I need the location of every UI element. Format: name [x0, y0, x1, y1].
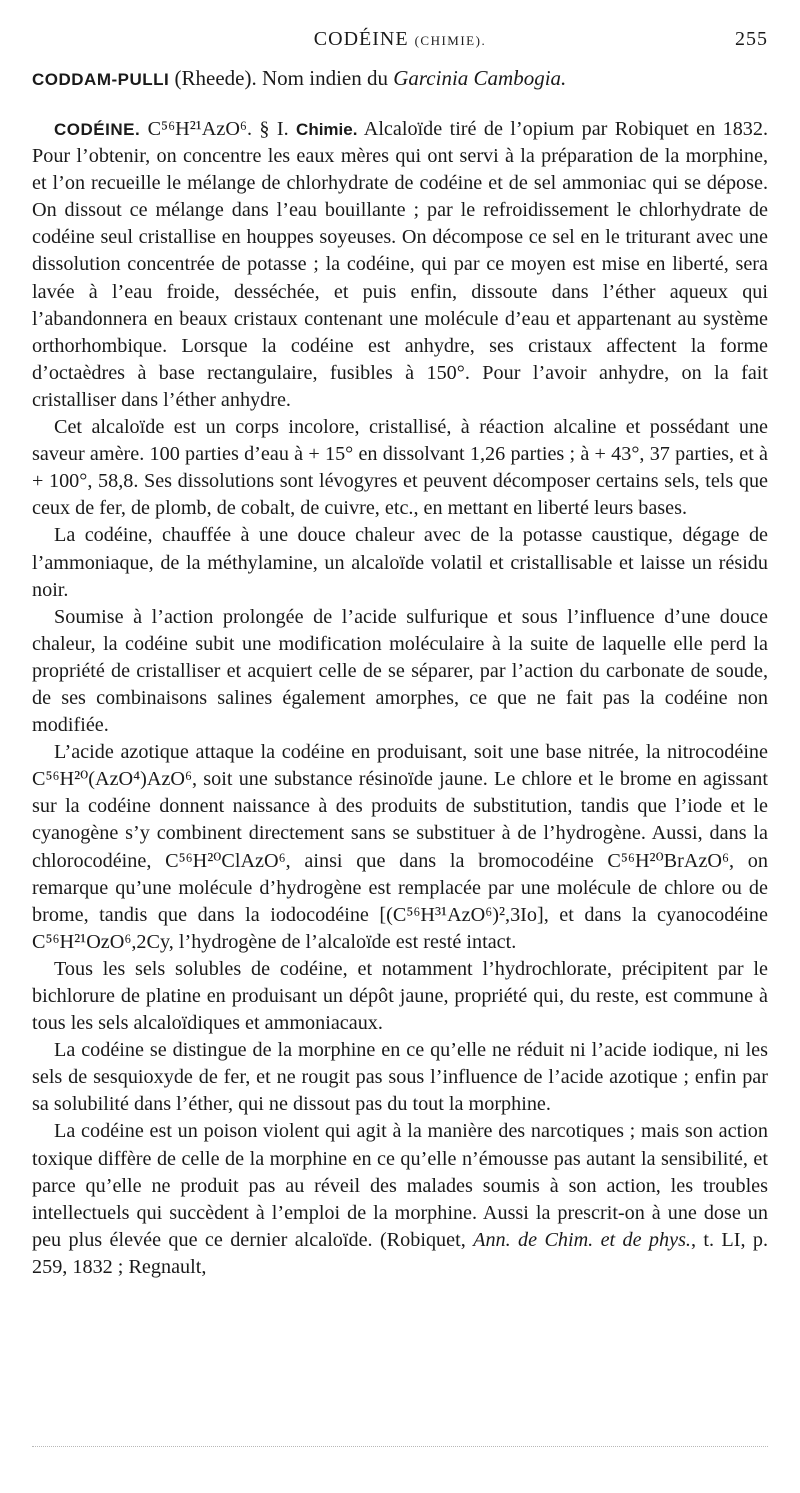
entry-species: Garcinia Cambogia.: [393, 66, 567, 90]
entry-coddam-pulli: [32, 64, 768, 94]
paragraph: Cet alcaloïde est un corps incolore, cristallisé, à réaction alcaline et possédant une saveur amère. 100 parties d’eau à + 15° en dissolvant 1,26 parties ; à + 43°, 37 parties, et à + 100°, 58,8. Ses dissolutions sont lévogyres et peuvent décomposer certains sels, tels que ceux de fer, de plomb, de cobalt, de cuivre, etc., en mettant en liberté leurs bases.: [32, 416, 768, 520]
headword-codeine: CODÉINE.: [54, 120, 141, 139]
running-title-subject: (CHIMIE).: [414, 33, 487, 48]
paragraph: L’acide azotique attaque la codéine en produisant, soit une base nitrée, la nitrocodéine C⁵⁶H²⁰(AzO⁴)AzO⁶, soit une substance résinoïde jaune. Le chlore et le brome en agissant sur la codéine donnent naissance à des produits de substitution, tandis que l’iode et le cyanogène s’y combinent directement sans se substituer à de l’hydrogène. Aussi, dans la chlorocodéine, C⁵⁶H²⁰ClAzO⁶, ainsi que dans la bromocodéine C⁵⁶H²⁰BrAzO⁶, on remarque qu’une molécule d’hydrogène est remplacée par une molécule de chlore ou de brome, tandis que dans la iodocodéine [(C⁵⁶H³¹AzO⁶)²,3Io], et dans la cyanocodéine C⁵⁶H²¹OzO⁶,2Cy, l’hydrogène de l’alcaloïde est resté intact.: [32, 741, 768, 953]
paragraph: Soumise à l’action prolongée de l’acide sulfurique et sous l’influence d’une douce chaleur, la codéine subit une modification moléculaire à la suite de laquelle elle perd la propriété de cristalliser et acquiert celle de se séparer, par l’action du carbonate de soude, de ses combinaisons salines également amorphes, ce que ne fait pas la codéine non modifiée.: [32, 605, 768, 737]
page-number: 255: [735, 28, 768, 50]
paragraph: Tous les sels solubles de codéine, et notamment l’hydrochlorate, précipitent par le bichlorure de platine en produisant un dépôt jaune, propriété qui, du reste, est commune à tous les sels alcaloïdiques et ammoniacaux.: [32, 957, 768, 1035]
section-title: Chimie.: [296, 120, 358, 139]
page: [32, 22, 768, 1281]
reference-tail: , t. LI, p. 259, 1832 ; Regnault,: [32, 1228, 768, 1278]
paragraph: La codéine, chauffée à une douce chaleur avec de la potasse caustique, dégage de l’ammoniaque, de la méthylamine, un alcaloïde volatil et cristallisable et laisse un résidu noir.: [32, 524, 768, 601]
paragraph-text: La codéine est un poison violent qui agit à la manière des narcotiques ; mais son action toxique diffère de celle de la morphine en ce qu’elle n’émousse pas autant la sensibilité, et parce qu’elle ne produit pas au réveil des malades soumis à son action, les troubles intellectuels qui succèdent à l’emploi de la morphine. Aussi la prescrit-on à une dose un peu plus élevée que ce dernier alcaloïde. (Robiquet,: [32, 1120, 768, 1251]
codeine-article: [32, 116, 768, 1281]
section-marker: § I.: [259, 118, 289, 140]
running-title-word: CODÉINE: [313, 28, 409, 50]
reference-journal: Ann. de Chim. et de phys.: [473, 1228, 691, 1251]
headword-coddam-pulli: CODDAM-PULLI: [32, 70, 170, 89]
paragraph: [32, 116, 768, 414]
chemical-formula: C⁵⁶H²¹AzO⁶.: [147, 118, 253, 140]
paragraph: La codéine se distingue de la morphine en ce qu’elle ne réduit ni l’acide iodique, ni les sels de sesquioxyde de fer, et ne rougit pas sous l’influence de l’acide azotique ; enfin par sa solubilité dans l’éther, qui ne dissout pas du tout la morphine.: [32, 1039, 768, 1116]
entry-definition: Nom indien du: [261, 66, 388, 90]
footer-rule: [32, 1446, 768, 1447]
running-title: [32, 28, 768, 51]
paragraph: [32, 1118, 768, 1281]
entry-author: (Rheede).: [174, 66, 257, 90]
paragraph-text: Alcaloïde tiré de l’opium par Robiquet en 1832. Pour l’obtenir, on concentre les eaux mères qui ont servi à la préparation de la morphine, et l’on recueille le mélange de chlorhydrate de codéine et de sel ammoniac qui se dépose. On dissout ce mélange dans l’eau bouillante ; par le refroidissement le chlorhydrate de codéine seul cristallise en houppes soyeuses. On décompose ce sel en le triturant avec une dissolution concentrée de potasse ; la codéine, qui par ce moyen est mise en liberté, sera lavée à l’eau froide, desséchée, et puis enfin, dissoute dans l’éther aqueux qui l’abandonnera en beaux cristaux contenant une molécule d’eau et appartenant au système orthorhombique. Lorsque la codéine est anhydre, ses cristaux affectent la forme d’octaèdres à base rectangulaire, fusibles à 150°. Pour l’avoir anhydre, on la fait cristalliser dans l’éther anhydre.: [32, 118, 769, 411]
running-head: [32, 22, 768, 56]
